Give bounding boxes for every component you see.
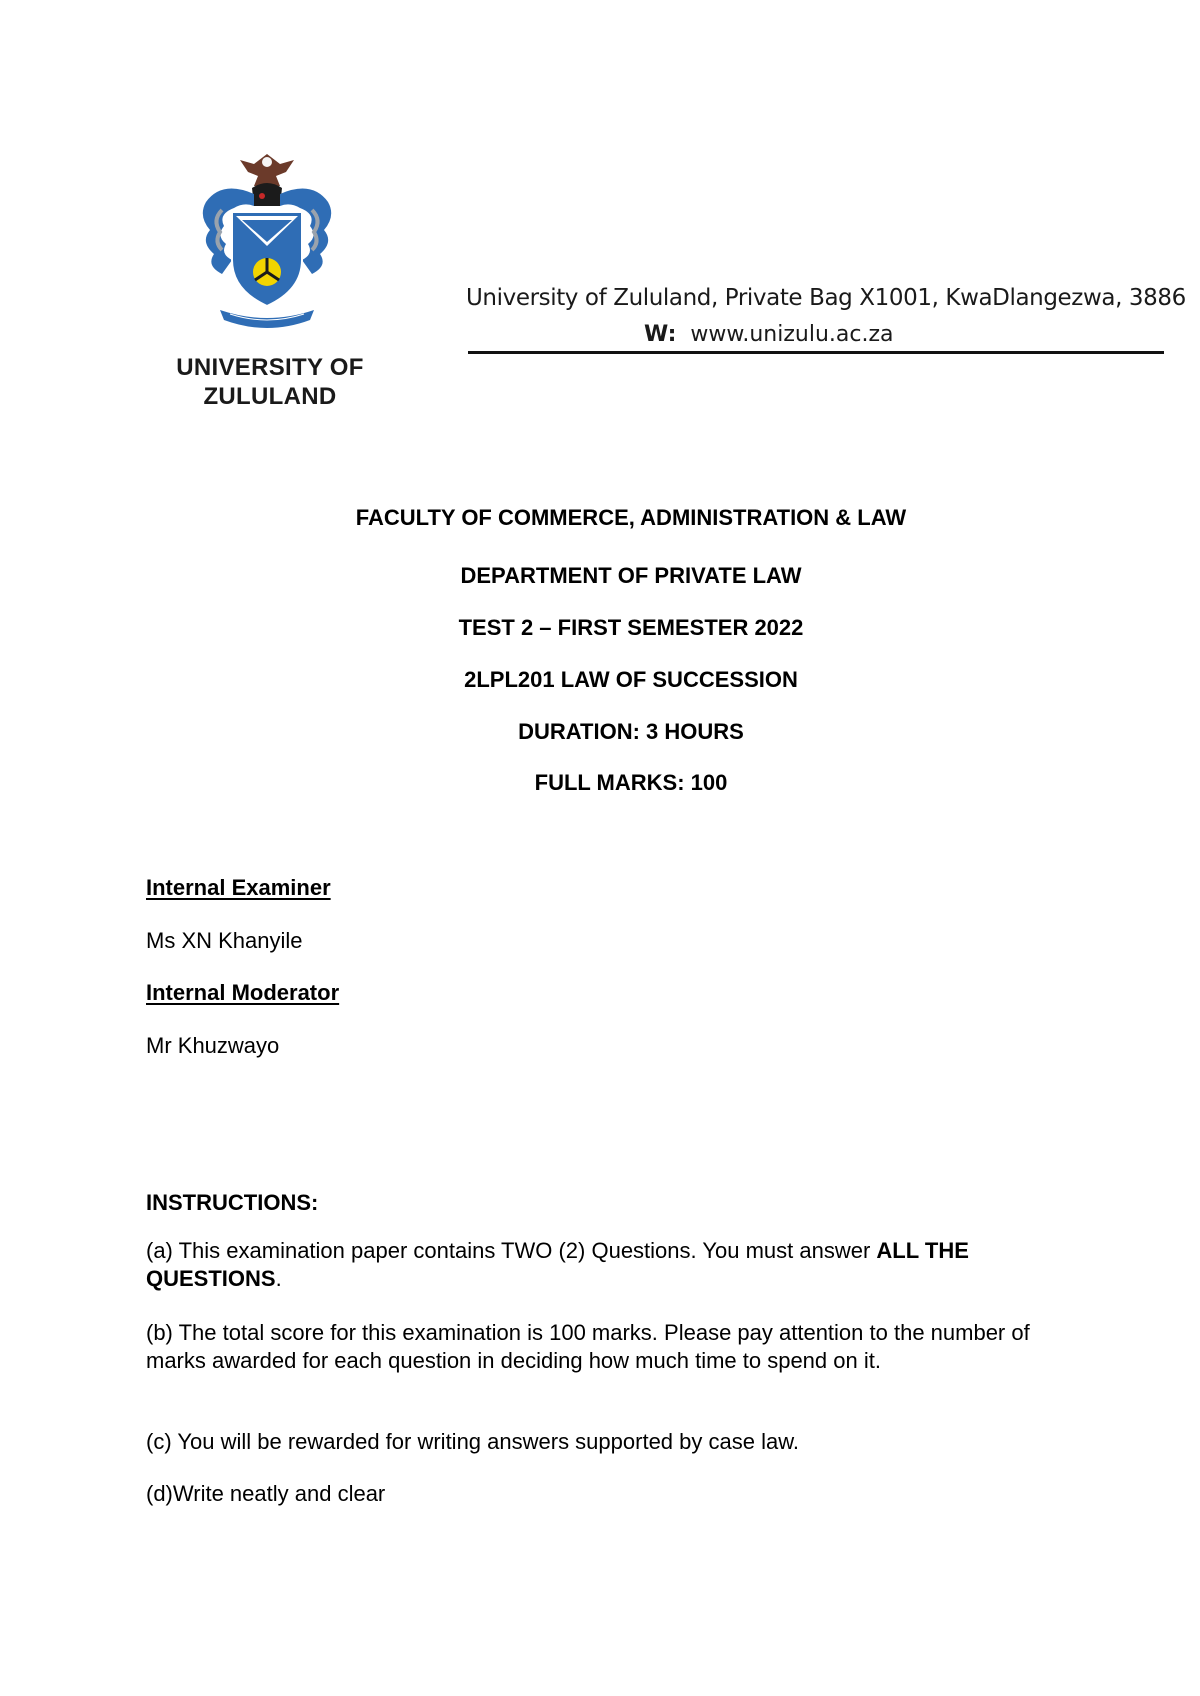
university-name-line2: ZULULAND <box>203 383 337 410</box>
instruction-a-end: . <box>275 1266 282 1291</box>
internal-moderator-label: Internal Moderator <box>146 980 340 1005</box>
internal-moderator-name: Mr Khuzwayo <box>146 1033 280 1058</box>
instructions-heading: INSTRUCTIONS: <box>146 1190 319 1215</box>
university-address: University of Zululand, Private Bag X1001, KwaDlangezwa, 3886 <box>466 285 1186 311</box>
website-url[interactable]: www.unizulu.ac.za <box>690 322 894 347</box>
university-name-line1: UNIVERSITY OF <box>176 354 364 381</box>
instruction-a-emphasis: ALL THE QUESTIONS <box>146 1238 969 1291</box>
letterhead-divider <box>468 351 1164 354</box>
department-title: DEPARTMENT OF PRIVATE LAW <box>460 563 802 588</box>
university-crest-logo <box>192 150 342 340</box>
duration-title: DURATION: 3 HOURS <box>518 719 744 744</box>
faculty-title: FACULTY OF COMMERCE, ADMINISTRATION & LAW <box>355 505 907 530</box>
module-title: 2LPL201 LAW OF SUCCESSION <box>464 667 798 692</box>
instruction-d: (d)Write neatly and clear <box>146 1481 386 1506</box>
university-website <box>644 322 893 347</box>
university-name-logotype <box>160 353 380 411</box>
internal-examiner-label: Internal Examiner <box>146 875 331 900</box>
full-marks-title: FULL MARKS: 100 <box>534 770 728 795</box>
instruction-c: (c) You will be rewarded for writing answers supported by case law. <box>146 1429 799 1454</box>
instruction-a-text: (a) This examination paper contains TWO (2) Questions. You must answer <box>146 1238 877 1263</box>
internal-examiner-name: Ms XN Khanyile <box>146 928 303 953</box>
test-title: TEST 2 – FIRST SEMESTER 2022 <box>458 615 804 640</box>
website-label: W: <box>644 322 677 347</box>
instruction-b: (b) The total score for this examination is 100 marks. Please pay attention to the number of marks awarded for each question in deciding how much time to spend on it. <box>146 1320 1030 1373</box>
instruction-a <box>146 1237 1066 1293</box>
